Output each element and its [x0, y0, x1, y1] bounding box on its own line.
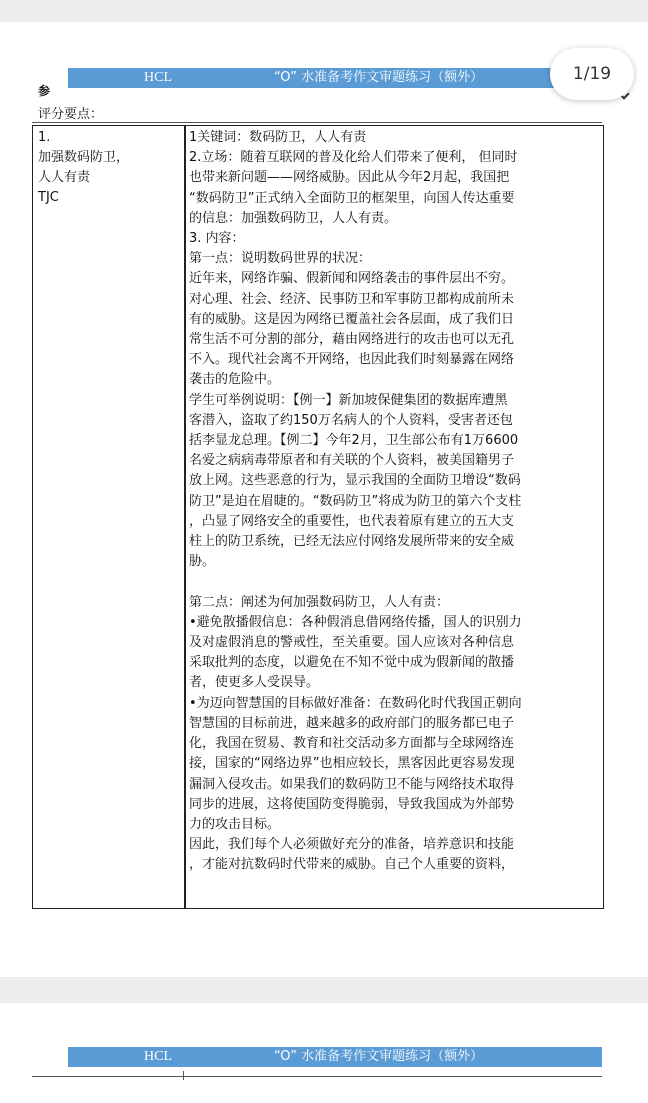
content-line: 近年来，网络诈骗、假新闻和网络袭击的事件层出不穷。: [189, 271, 515, 287]
content-line: 防卫”是迫在眉睫的。“数码防卫”将成为防卫的第六个支柱: [189, 493, 522, 509]
topic-line: 加强数码防卫，: [38, 150, 130, 165]
content-line: [189, 572, 599, 592]
content-line: 3. 内容：: [189, 231, 245, 247]
content-line: 因此，我们每个人必须做好充分的准备，培养意识和技能: [189, 837, 515, 853]
header-title: “O” 水准备考作文审题练习（额外）: [274, 70, 484, 85]
content-line: 接，国家的“网络边界”也相应较长，黑客因此更容易发现: [189, 756, 515, 772]
content-line: 袭击的危险中。: [189, 372, 281, 388]
content-line: 漏洞入侵攻击。如果我们的数码防卫不能与网络技术取得: [189, 776, 515, 792]
content-line: 智慧国的目标前进，越来越多的政府部门的服务都已电子: [189, 715, 515, 731]
topic-line: 人人有责: [38, 170, 91, 185]
content-line: 不入。现代社会离不开网络，也因此我们时刻暴露在网络: [189, 352, 515, 368]
divider: [32, 122, 602, 123]
topic-line: 1.: [38, 130, 51, 145]
content-line: 者，使更多人受误导。: [189, 675, 320, 691]
header-school: HCL: [144, 70, 172, 85]
content-line: 学生可举例说明：【例一】新加坡保健集团的数据库遭黑: [189, 392, 508, 408]
content-line: 2.立场：随着互联网的普及化给人们带来了便利， 但同时: [189, 150, 518, 166]
header-title: “O” 水准备考作文审题练习（额外）: [274, 1049, 484, 1064]
content-line: •为迈向智慧国的目标做好准备：在数码化时代我国正朝向: [189, 695, 522, 711]
content-line: 也带来新问题——网络威胁。因此从今年2月起，我国把: [189, 170, 510, 186]
content-line: 对心理、社会、经济、民事防卫和军事防卫都构成前所未: [189, 291, 515, 307]
content-line: 化，我国在贸易、教育和社交活动多方面都与全球网络连: [189, 736, 515, 752]
content-line: 采取批判的态度，以避免在不知不觉中成为假新闻的散播: [189, 655, 515, 671]
content-line: ，凸显了网络安全的重要性，也代表着原有建立的五大支: [189, 513, 515, 529]
content-line: 的信息：加强数码防卫，人人有责。: [189, 210, 398, 226]
topic-cell: [38, 128, 178, 208]
header-school: HCL: [144, 1049, 172, 1064]
topic-line: TJC: [38, 190, 59, 205]
content-line: 第二点：阐述为何加强数码防卫，人人有责：: [189, 594, 450, 610]
header-band: [68, 1047, 602, 1067]
content-line: ，才能对抗数码时代带来的威胁。自己个人重要的资料，: [189, 857, 515, 873]
viewer-top-strip: [0, 0, 648, 22]
column-divider: [184, 126, 186, 908]
content-line: 常生活不可分割的部分，藉由网络进行的攻击也可以无孔: [189, 332, 515, 348]
content-line: 同步的进展，这将使国防变得脆弱，导致我国成为外部势: [189, 796, 515, 812]
scoring-table: [32, 125, 604, 909]
content-line: 客潜入，盗取了约150万名病人的个人资料，受害者还包: [189, 412, 513, 428]
content-line: 柱上的防卫系统，已经无法应付网络发展所带来的安全威: [189, 534, 515, 550]
content-line: •避免散播假信息：各种假消息借网络传播，国人的识别力: [189, 614, 522, 630]
content-line: 及对虚假消息的警戒性，至关重要。国人应该对各种信息: [189, 635, 515, 651]
content-line: 第一点：说明数码世界的状况：: [189, 251, 372, 267]
section-heading: 评分要点：: [38, 107, 104, 122]
page-indicator: 1/19: [550, 48, 634, 100]
content-line: 放上网。这些恶意的行为，显示我国的全面防卫增设“数码: [189, 473, 521, 489]
ref-label: 参: [38, 84, 51, 98]
divider: [32, 1076, 602, 1077]
document-page-1: [0, 22, 648, 977]
content-line: 1关键词：数码防卫，人人有责: [189, 130, 367, 145]
content-cell: [189, 128, 599, 876]
header-band: [68, 68, 602, 88]
content-line: 力的攻击目标。: [189, 816, 281, 832]
content-line: 有的威胁。这是因为网络已覆盖社会各层面，成了我们日: [189, 311, 515, 327]
document-page-2: [0, 1003, 648, 1103]
content-line: 括李显龙总理。【例二】今年2月，卫生部公布有1万6600: [189, 433, 519, 449]
content-line: 胁。: [189, 554, 216, 570]
content-line: 名爱之病病毒带原者和有关联的个人资料，被美国籍男子: [189, 453, 515, 469]
content-line: “数码防卫”正式纳入全面防卫的框架里，向国人传达重要: [189, 190, 515, 206]
column-divider: [183, 1071, 184, 1080]
